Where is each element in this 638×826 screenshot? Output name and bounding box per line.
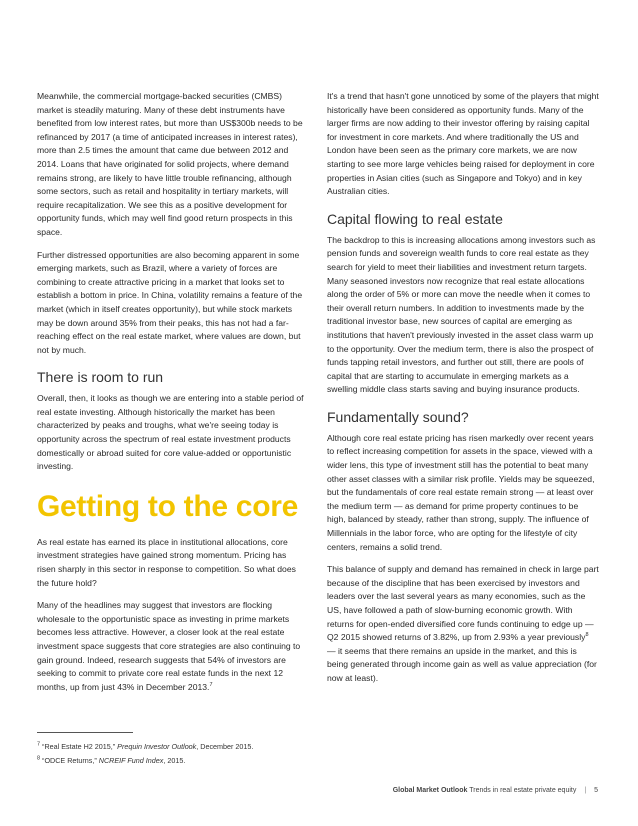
footer-brand: Global Market Outlook	[392, 787, 468, 794]
paragraph: Meanwhile, the commercial mortgage-backed securities (CMBS) market is steadily maturing. Many of these debt instruments have benefited from low interest rates, but more than US$300b needs to be refinanced by 2017 (a time of anticipated increases in interest rates), more than 2.5 times the amount that came due between 2012 and 2014. Loans that have originated for solid projects, where demand remains strong, are likely to have little trouble refinancing, although some sectors, such as retail and hospitality in tertiary markets, will require recapitalization. We see this as a positive development for opportunity funds, which may well find good return prospects in this space.	[37, 91, 303, 237]
left-column	[37, 90, 305, 703]
footnote-source: NCREIF Fund Index	[98, 756, 164, 765]
paragraph-text: — it seems that there remains an upside in the market, and this is being generated through income gain as well as value appreciation (for now at least).	[327, 645, 597, 683]
footnote-number: 7	[37, 741, 41, 748]
section-heading-fundamentally-sound: Fundamentally sound?	[327, 408, 469, 425]
footer-subtitle: Trends in real estate private equity	[469, 787, 577, 794]
footnote-ref: 8	[585, 632, 589, 639]
page-footer	[393, 787, 598, 794]
right-column	[327, 90, 599, 695]
footnote-text: “Real Estate H2 2015,”	[40, 742, 118, 751]
paragraph	[327, 563, 599, 685]
paragraph: As real estate has earned its place in institutional allocations, core investment strategies have gained strong momentum. Pricing has risen sharply in this sector in response to competition. So what does the future hold?	[37, 536, 296, 588]
footnote-text: , December 2015.	[196, 742, 254, 751]
paragraph: Overall, then, it looks as though we are entering into a stable period of real estate investing. Although historically the market has been characterized by peaks and troughs, what we're seeing today is opportunity across the spectrum of real estate investment products domestically or abroad suited for core value-added or opportunistic investing.	[37, 393, 304, 472]
paragraph	[37, 599, 305, 694]
section-heading-capital-flowing: Capital flowing to real estate	[327, 210, 503, 227]
section-title-getting-to-core: Getting to the core	[37, 489, 298, 523]
footnote-number: 8	[37, 755, 41, 762]
footer-separator: |	[584, 787, 587, 794]
footnotes	[37, 740, 437, 768]
paragraph: The backdrop to this is increasing allocations among investors such as pension funds and sovereign wealth funds to core real estate as they search for yield to meet their liabilities and investment return targets. Many seasoned investors now recognize that real estate allocations along the order of 5% or more can move the needle when it comes to their overall return numbers. In addition to investments made by the traditional investor base, new sources of capital are emerging as institutions that haven't previously invested in the asset class warm up to the opportunity. Over the medium term, there is also the prospect of funds tapping retail investors, and further out still, there are pools of capital that are starting to accumulate in emerging markets as a swelling middle class starts saving and buying insurance products.	[327, 234, 596, 395]
paragraph: Further distressed opportunities are also becoming apparent in some emerging markets, such as Brazil, where a variety of forces are combining to create attractive pricing in a market that looks set to establish a bottom in price. In China, volatility remains a feature of the market (which in itself creates opportunity), but while stock markets may be down around 35% from their peaks, this has not had a far-reaching effect on the real estate market, where values are down, but not by much.	[37, 249, 303, 355]
footnote-source: Prequin Investor Outlook	[117, 742, 197, 751]
footnote-item	[37, 740, 437, 754]
paragraph-text: This balance of supply and demand has remained in check in large part because of the discipline that has been exercised by investors and leaders over the last several years as many economies, such as the US, have followed a path of slow-burning economic growth. With returns for open-ended diversified core funds continuing to edge up — Q2 2015 showed returns of 3.82%, up from 2.93% a year previously	[327, 564, 599, 643]
footnote-ref: 7	[209, 681, 213, 688]
section-heading-room-to-run: There is room to run	[37, 369, 164, 386]
footnote-text: “ODCE Returns,”	[40, 756, 99, 765]
footnote-divider	[37, 732, 133, 733]
page-number: 5	[594, 787, 598, 794]
footnote-text: , 2015.	[163, 756, 186, 765]
paragraph: Although core real estate pricing has risen markedly over recent years to reflect increasing competition for assets in the space, viewed with a wider lens, this type of investment still has the potential to beat many other asset classes with a similar risk profile. Yields may be squeezed, but the fundamentals of core real estate remain strong — at least over the medium term — as demand for prime property continues to be high, balanced by steady, rather than strong, supply. The influence of Millennials in the labor force, who are opting for the lifestyle of city centers, remains a solid trend.	[327, 432, 595, 552]
paragraph-text: Many of the headlines may suggest that investors are flocking wholesale to the opportunistic space as investing in prime markets becomes less attractive. However, a closer look at the real estate investment space suggests that core strategies are also continuing to gain ground. Indeed, research suggests that 54% of investors are seeking to commit to private core real estate funds in the next 12 months, up from just 43% in December 2013.	[37, 600, 301, 692]
paragraph: It's a trend that hasn't gone unnoticed by some of the players that might historically have been considered as opportunity funds. Many of the larger firms are now adding to their investor offering by raising capital for investment in core markets. And where traditionally the US and London have been seen as the primary core markets, we are now starting to see more large vehicles being raised for deployment in core properties in Asian cities (such as Singapore and Tokyo) and in key Australian cities.	[327, 91, 599, 197]
footnote-item	[37, 754, 437, 768]
